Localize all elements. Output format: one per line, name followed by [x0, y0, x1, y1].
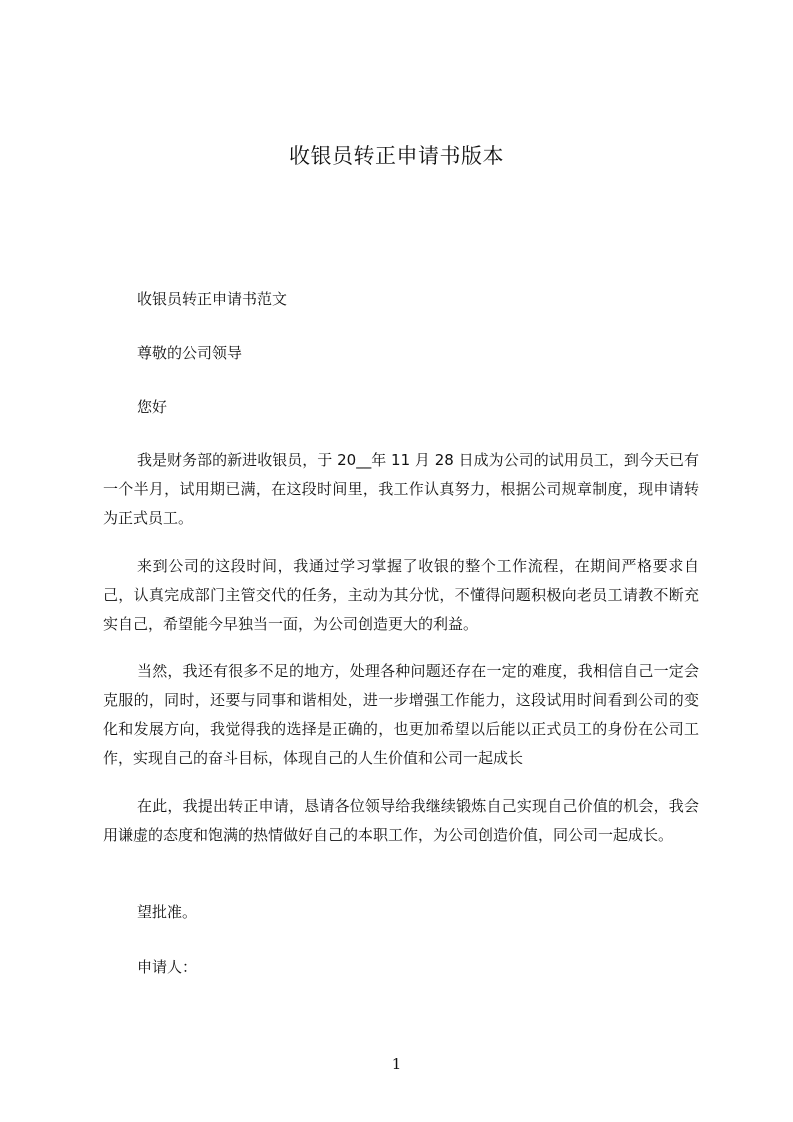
subtitle-paragraph: 收银员转正申请书范文 [137, 290, 288, 308]
salutation-paragraph: 尊敬的公司领导 [137, 344, 243, 362]
approval-request-paragraph: 望批准。 [137, 903, 198, 921]
greeting-paragraph: 您好 [137, 398, 168, 416]
document-title: 收银员转正申请书版本 [289, 144, 504, 168]
body-paragraph-4: 在此，我提出转正申请，恳请各位领导给我继续锻炼自己实现自己价值的机会，我会用谦虚的态度和饱满的热情做好自己的本职工作，为公司创造价值，同公司一起成长。 [103, 797, 699, 844]
body-paragraph-2: 来到公司的这段时间，我通过学习掌握了收银的整个工作流程，在期间严格要求自己，认真完成部门主管交代的任务，主动为其分忧，不懂得问题积极向老员工请教不断充实自己，希望能今早独当一面，为公司创造更大的利益。 [103, 557, 699, 633]
body-paragraph-1: 我是财务部的新进收银员，于 20__年 11 月 28 日成为公司的试用员工，到今天已有一个半月，试用期已满，在这段时间里，我工作认真努力，根据公司规章制度，现申请转为正式员工。 [103, 451, 699, 527]
applicant-line: 申请人： [137, 958, 198, 976]
page-number: 1 [391, 1055, 402, 1073]
body-paragraph-3: 当然，我还有很多不足的地方，处理各种问题还存在一定的难度，我相信自己一定会克服的，同时，还要与同事和谐相处，进一步增强工作能力，这段试用时间看到公司的变化和发展方向，我觉得我的选择是正确的，也更加希望以后能以正式员工的身份在公司工作，实现自己的奋斗目标，体现自己的人生价值和公司一起成长 [103, 662, 699, 767]
